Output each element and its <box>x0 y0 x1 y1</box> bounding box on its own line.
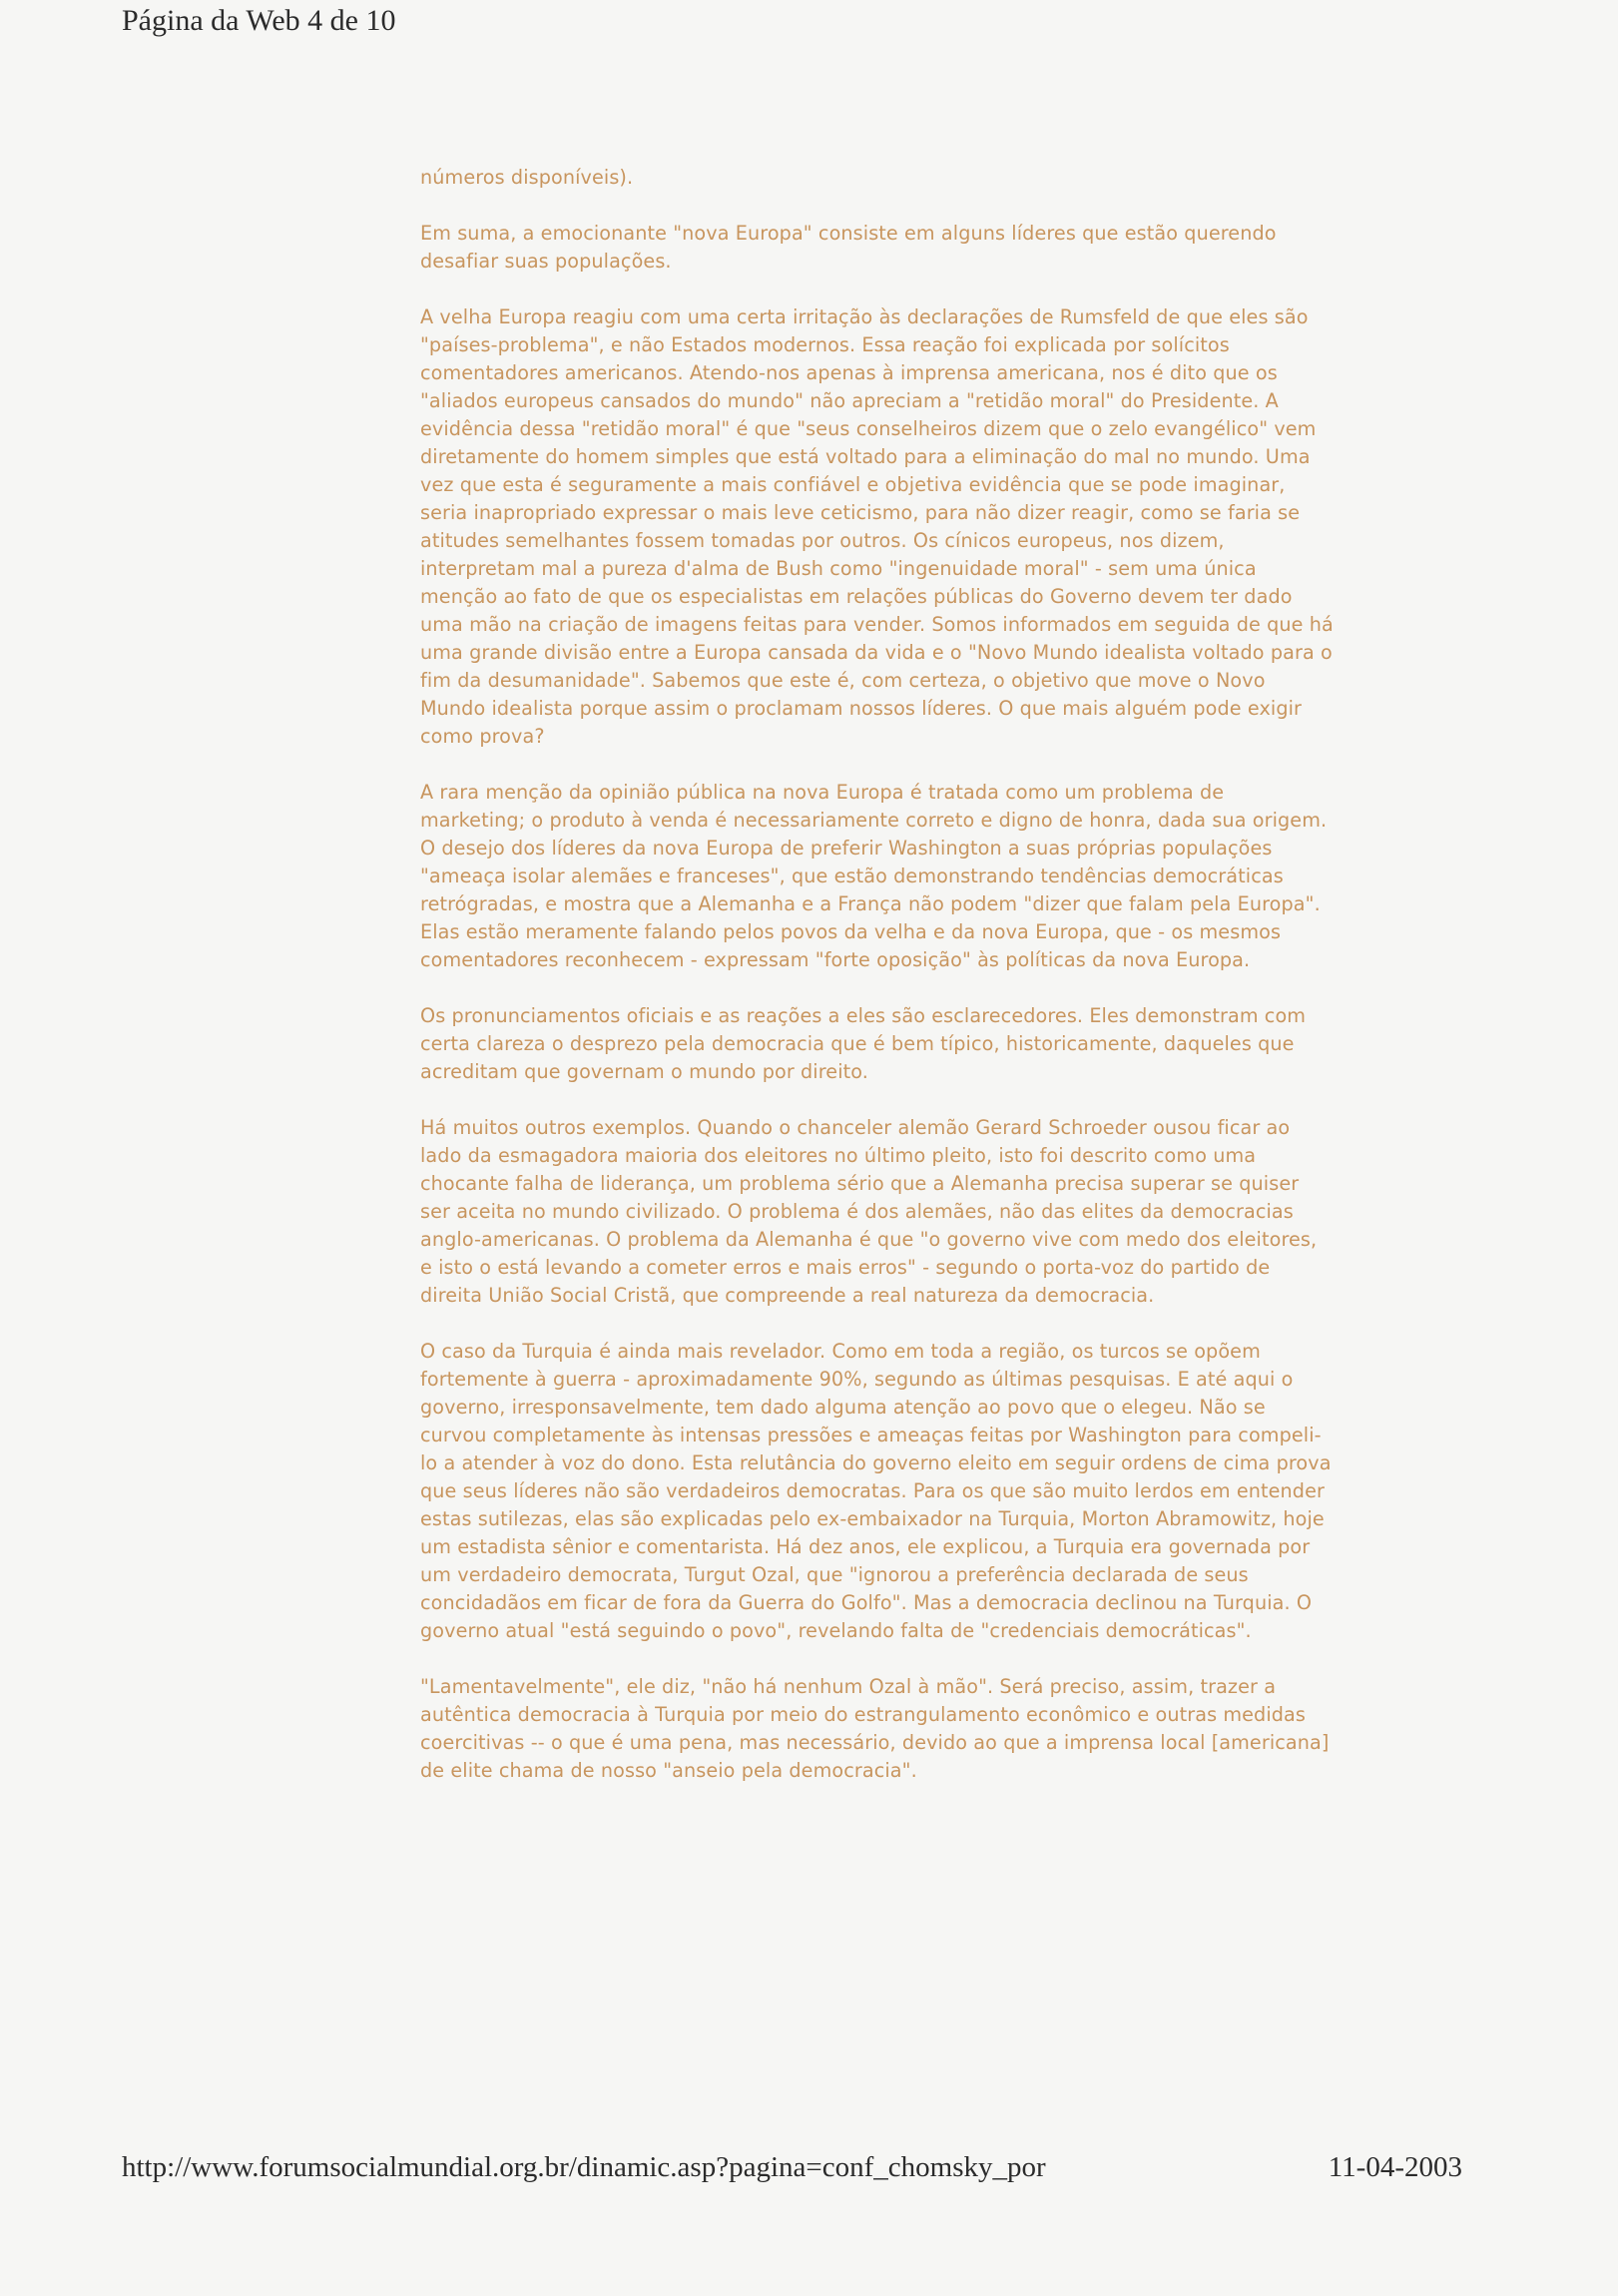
paragraph: "Lamentavelmente", ele diz, "não há nenhum Ozal à mão". Será preciso, assim, trazer a autêntica democracia à Turquia por meio do estrangulamento econômico e outras medidas coercitivas -- o que é uma pena, mas necessário, devido ao que a imprensa local [americana] de elite chama de nosso "anseio pela democracia". <box>420 1675 1330 1782</box>
paragraph: números disponíveis). <box>420 166 634 189</box>
paragraph: Em suma, a emocionante "nova Europa" consiste em alguns líderes que estão querendo desafiar suas populações. <box>420 222 1277 273</box>
paragraph: O caso da Turquia é ainda mais revelador. Como em toda a região, os turcos se opõem fortemente à guerra - aproximadamente 90%, segundo as últimas pesquisas. E até aqui o governo, irresponsavelmente, tem dado alguma atenção ao povo que o elegeu. Não se curvou completamente às intensas pressões e ameaças feitas por Washington para compeli-lo a atender à voz do dono. Esta relutância do governo eleito em seguir ordens de cima prova que seus líderes não são verdadeiros democratas. Para os que são muito lerdos em entender estas sutilezas, elas são explicadas pelo ex-embaixador na Turquia, Morton Abramowitz, hoje um estadista sênior e comentarista. Há dez anos, ele explicou, a Turquia era governada por um verdadeiro democrata, Turgut Ozal, que "ignorou a preferência declarada de seus concidadãos em ficar de fora da Guerra do Golfo". Mas a democracia declinou na Turquia. O governo atual "está seguindo o povo", revelando falta de "credenciais democráticas". <box>420 1340 1332 1642</box>
paragraph: A rara menção da opinião pública na nova Europa é tratada como um problema de marketing; o produto à venda é necessariamente correto e digno de honra, dada sua origem. O desejo dos líderes da nova Europa de preferir Washington a suas próprias populações "ameaça isolar alemães e franceses", que estão demonstrando tendências democráticas retrógradas, e mostra que a Alemanha e a França não podem "dizer que falam pela Europa". Elas estão meramente falando pelos povos da velha e da nova Europa, que - os mesmos comentadores reconhecem - expressam "forte oposição" às políticas da nova Europa. <box>420 781 1328 971</box>
source-url: http://www.forumsocialmundial.org.br/dinamic.asp?pagina=conf_chomsky_por <box>122 2151 1046 2183</box>
paragraph: A velha Europa reagiu com uma certa irritação às declarações de Rumsfeld de que eles são "países-problema", e não Estados modernos. Essa reação foi explicada por solícitos comentadores americanos. Atendo-nos apenas à imprensa americana, nos é dito que os "aliados europeus cansados do mundo" não apreciam a "retidão moral" do Presidente. A evidência dessa "retidão moral" é que "seus conselheiros dizem que o zelo evangélico" vem diretamente do homem simples que está voltado para a eliminação do mal no mundo. Uma vez que esta é seguramente a mais confiável e objetiva evidência que se pode imaginar, seria inapropriado expressar o mais leve ceticismo, para não dizer reagir, como se faria se atitudes semelhantes fossem tomadas por outros. Os cínicos europeus, nos dizem, interpretam mal a pureza d'alma de Bush como "ingenuidade moral" - sem uma única menção ao fato de que os especialistas em relações públicas do Governo devem ter dado uma mão na criação de imagens feitas para vender. Somos informados em seguida de que há uma grande divisão entre a Europa cansada da vida e o "Novo Mundo idealista voltado para o fim da desumanidade". Sabemos que este é, com certeza, o objetivo que move o Novo Mundo idealista porque assim o proclamam nossos líderes. O que mais alguém pode exigir como prova? <box>420 305 1334 748</box>
article-body <box>420 164 1334 1813</box>
paragraph: Os pronunciamentos oficiais e as reações a eles são esclarecedores. Eles demonstram com certa clareza o desprezo pela democracia que é bem típico, historicamente, daqueles que acreditam que governam o mundo por direito. <box>420 1004 1307 1083</box>
print-date: 11-04-2003 <box>1328 2151 1462 2183</box>
page-header: Página da Web 4 de 10 <box>122 4 396 37</box>
paragraph: Há muitos outros exemplos. Quando o chanceler alemão Gerard Schroeder ousou ficar ao lado da esmagadora maioria dos eleitores no último pleito, isto foi descrito como uma chocante falha de liderança, um problema sério que a Alemanha precisa superar se quiser ser aceita no mundo civilizado. O problema é dos alemães, não das elites da democracias anglo-americanas. O problema da Alemanha é que "o governo vive com medo dos eleitores, e isto o está levando a cometer erros e mais erros" - segundo o porta-voz do partido de direita União Social Cristã, que compreende a real natureza da democracia. <box>420 1116 1318 1307</box>
